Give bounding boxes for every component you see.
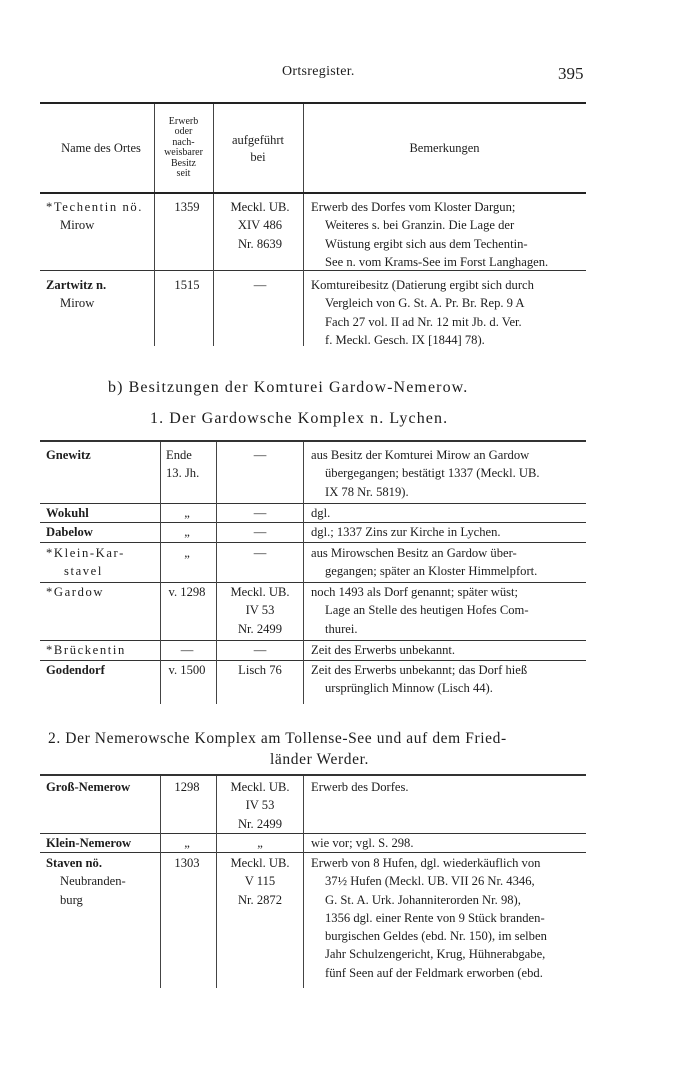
remarks-line: Jahr Schulzengericht, Krug, Hühnerabgabe,	[325, 947, 546, 962]
column-header-acquired-line: oder	[174, 126, 193, 138]
reference-line: IV 53	[245, 603, 275, 618]
remarks-line: Erwerb des Dorfes.	[311, 780, 409, 794]
place-name: *Brückentin	[46, 643, 126, 657]
reference: „	[257, 836, 263, 850]
remarks	[311, 276, 586, 349]
remarks-line: fünf Seen auf der Feldmark erworben (ebd.	[325, 965, 543, 980]
reference: —	[253, 448, 267, 462]
acquired-date: 1298	[174, 780, 200, 794]
remarks-line: übergegangen; bestätigt 1337 (Meckl. UB.	[325, 466, 540, 481]
reference: —	[253, 525, 267, 539]
acquired-date-line: Ende	[166, 448, 192, 462]
remarks-line: gegangen; später an Kloster Himmelpfort.	[325, 564, 538, 579]
row-divider	[40, 852, 586, 853]
place-name: Wokuhl	[46, 506, 89, 520]
remarks-line: noch 1493 als Dorf genannt; später wüst;	[311, 585, 519, 599]
remarks-line: thurei.	[325, 621, 358, 636]
row-divider	[40, 270, 586, 271]
reference-line: Nr. 2499	[237, 816, 283, 831]
remarks-line: burgischen Geldes (ebd. Nr. 150), im selben	[325, 929, 547, 944]
acquired-date: 1359	[174, 200, 200, 214]
acquired-date: „	[184, 506, 190, 520]
place-name-line: Mirow	[60, 296, 95, 311]
remarks	[311, 544, 586, 581]
place-name-line: Zartwitz n.	[46, 278, 107, 292]
remarks-line: Lage an Stelle des heutigen Hofes Com-	[325, 603, 529, 618]
remarks	[311, 854, 586, 982]
col-divider	[154, 194, 155, 346]
remarks	[311, 661, 586, 698]
remarks	[311, 641, 586, 659]
column-header-acquired-line: nach-	[172, 136, 195, 148]
reference: —	[253, 506, 267, 520]
place-name-line: Mirow	[60, 218, 95, 233]
reference-line: Meckl. UB.	[230, 585, 290, 599]
reference: —	[253, 643, 267, 657]
reference: —	[253, 278, 267, 292]
remarks	[311, 198, 586, 271]
remarks	[311, 504, 586, 522]
reference-line: XIV 486	[237, 218, 283, 233]
place-name: *Gardow	[46, 585, 105, 599]
reference	[217, 778, 303, 833]
col-divider	[213, 194, 214, 346]
col-divider	[303, 194, 304, 346]
acquired-date: v. 1500	[168, 663, 206, 677]
remarks	[311, 446, 586, 501]
column-header-acquired	[154, 117, 213, 179]
place-name	[46, 276, 158, 313]
section-title-continued: länder Werder.	[270, 751, 369, 768]
place-name-line: burg	[60, 892, 83, 907]
col-divider	[303, 442, 304, 704]
reference-line: IV 53	[245, 798, 275, 813]
reference-line: Meckl. UB.	[230, 200, 290, 214]
acquired-date: 1303	[174, 856, 200, 870]
acquired-date: —	[180, 643, 194, 657]
section-rule	[40, 774, 586, 776]
section-rule	[40, 440, 586, 442]
section-subtitle: 1. Der Gardowsche Komplex n. Lychen.	[150, 410, 449, 427]
reference-line: V 115	[244, 874, 276, 889]
remarks-line: 37½ Hufen (Meckl. UB. VII 26 Nr. 4346,	[325, 874, 535, 889]
reference	[217, 583, 303, 638]
column-header-acquired-line: weisbarer	[164, 147, 203, 159]
remarks-line: Vergleich von G. St. A. Pr. Br. Rep. 9 A	[325, 296, 525, 311]
col-divider	[160, 776, 161, 988]
remarks-line: f. Meckl. Gesch. IX [1844] 78).	[325, 332, 485, 347]
header-rule-top	[40, 102, 586, 104]
place-name-line: Neubranden-	[60, 874, 126, 889]
reference-line: Nr. 2872	[237, 892, 283, 907]
remarks-line: See n. vom Krams-See im Forst Langhagen.	[325, 254, 549, 269]
remarks-line: wie vor; vgl. S. 298.	[311, 836, 414, 850]
column-header-acquired-line: seit	[176, 168, 191, 180]
reference-line: Nr. 2499	[237, 621, 283, 636]
place-name-line: Staven nö.	[46, 856, 102, 870]
column-header-acquired-line: Erwerb	[168, 116, 199, 127]
remarks-line: Komtureibesitz (Datierung ergibt sich durch	[311, 278, 534, 292]
remarks-line: Zeit des Erwerbs unbekannt.	[311, 643, 456, 657]
acquired-date: „	[184, 836, 190, 850]
place-name: Godendorf	[46, 663, 105, 677]
reference	[217, 854, 303, 909]
remarks-line: aus Besitz der Komturei Mirow an Gardow	[311, 448, 530, 462]
remarks-line: Fach 27 vol. II ad Nr. 12 mit Jb. d. Ver.	[325, 314, 522, 329]
remarks-line: Weiteres s. bei Granzin. Die Lage der	[325, 218, 515, 233]
row-divider	[40, 542, 586, 543]
section-title: 2. Der Nemerowsche Komplex am Tollense-See und auf dem Fried-	[48, 730, 507, 747]
reference: Lisch 76	[238, 663, 282, 677]
remarks-line: aus Mirowschen Besitz an Gardow über-	[311, 546, 517, 560]
column-header-acquired-line: Besitz	[171, 157, 196, 169]
place-name	[46, 544, 158, 581]
column-header-name: Name des Ortes	[61, 141, 141, 155]
remarks-line: Erwerb des Dorfes vom Kloster Dargun;	[311, 200, 516, 214]
remarks-line: 1356 dgl. einer Rente von 9 Stück branden-	[325, 910, 545, 925]
column-header-remarks: Bemerkungen	[409, 141, 480, 155]
acquired-date: „	[184, 546, 190, 560]
column-header-listed-line: bei	[250, 150, 266, 164]
remarks-line: G. St. A. Urk. Johanniterorden Nr. 98),	[325, 892, 521, 907]
remarks	[311, 834, 586, 852]
col-divider	[216, 776, 217, 988]
place-name	[46, 854, 158, 909]
reference	[217, 198, 303, 253]
remarks-line: Erwerb von 8 Hufen, dgl. wiederkäuflich von	[311, 856, 541, 870]
acquired-date: 1515	[174, 278, 200, 292]
acquired-date: „	[184, 525, 190, 539]
remarks	[311, 583, 586, 638]
running-head: Ortsregister.	[282, 64, 355, 79]
reference-line: Meckl. UB.	[230, 856, 290, 870]
col-divider	[160, 442, 161, 704]
acquired-date: v. 1298	[168, 585, 206, 599]
remarks-line: Zeit des Erwerbs unbekannt; das Dorf hieß	[311, 663, 528, 677]
place-name: Klein-Nemerow	[46, 836, 132, 850]
column-header-listed-line: aufgeführt	[231, 133, 285, 147]
col-divider	[216, 442, 217, 704]
column-header-listed	[213, 132, 303, 166]
reference-line: Meckl. UB.	[230, 780, 290, 794]
remarks-line: ursprünglich Minnow (Lisch 44).	[325, 681, 493, 696]
place-name: Dabelow	[46, 525, 93, 539]
reference: —	[253, 546, 267, 560]
place-name-line: stavel	[64, 564, 103, 579]
acquired-date-line: 13. Jh.	[166, 466, 200, 481]
remarks-line: dgl.; 1337 Zins zur Kirche in Lychen.	[311, 525, 501, 539]
remarks	[311, 523, 586, 541]
remarks-line: dgl.	[311, 506, 331, 520]
remarks	[311, 778, 586, 796]
section-title: b) Besitzungen der Komturei Gardow-Nemerow.	[108, 379, 469, 396]
header-rule-bottom	[40, 192, 586, 194]
remarks-line: Wüstung ergibt sich aus dem Techentin-	[325, 236, 528, 251]
col-divider	[303, 776, 304, 988]
place-name: Gnewitz	[46, 448, 91, 462]
remarks-line: IX 78 Nr. 5819).	[325, 484, 409, 499]
place-name-line: *Techentin nö.	[46, 200, 144, 214]
place-name: Groß-Nemerow	[46, 780, 131, 794]
reference-line: Nr. 8639	[237, 236, 283, 251]
place-name-line: *Klein-Kar-	[46, 546, 125, 560]
page-number: 395	[558, 64, 584, 83]
place-name	[46, 198, 158, 235]
